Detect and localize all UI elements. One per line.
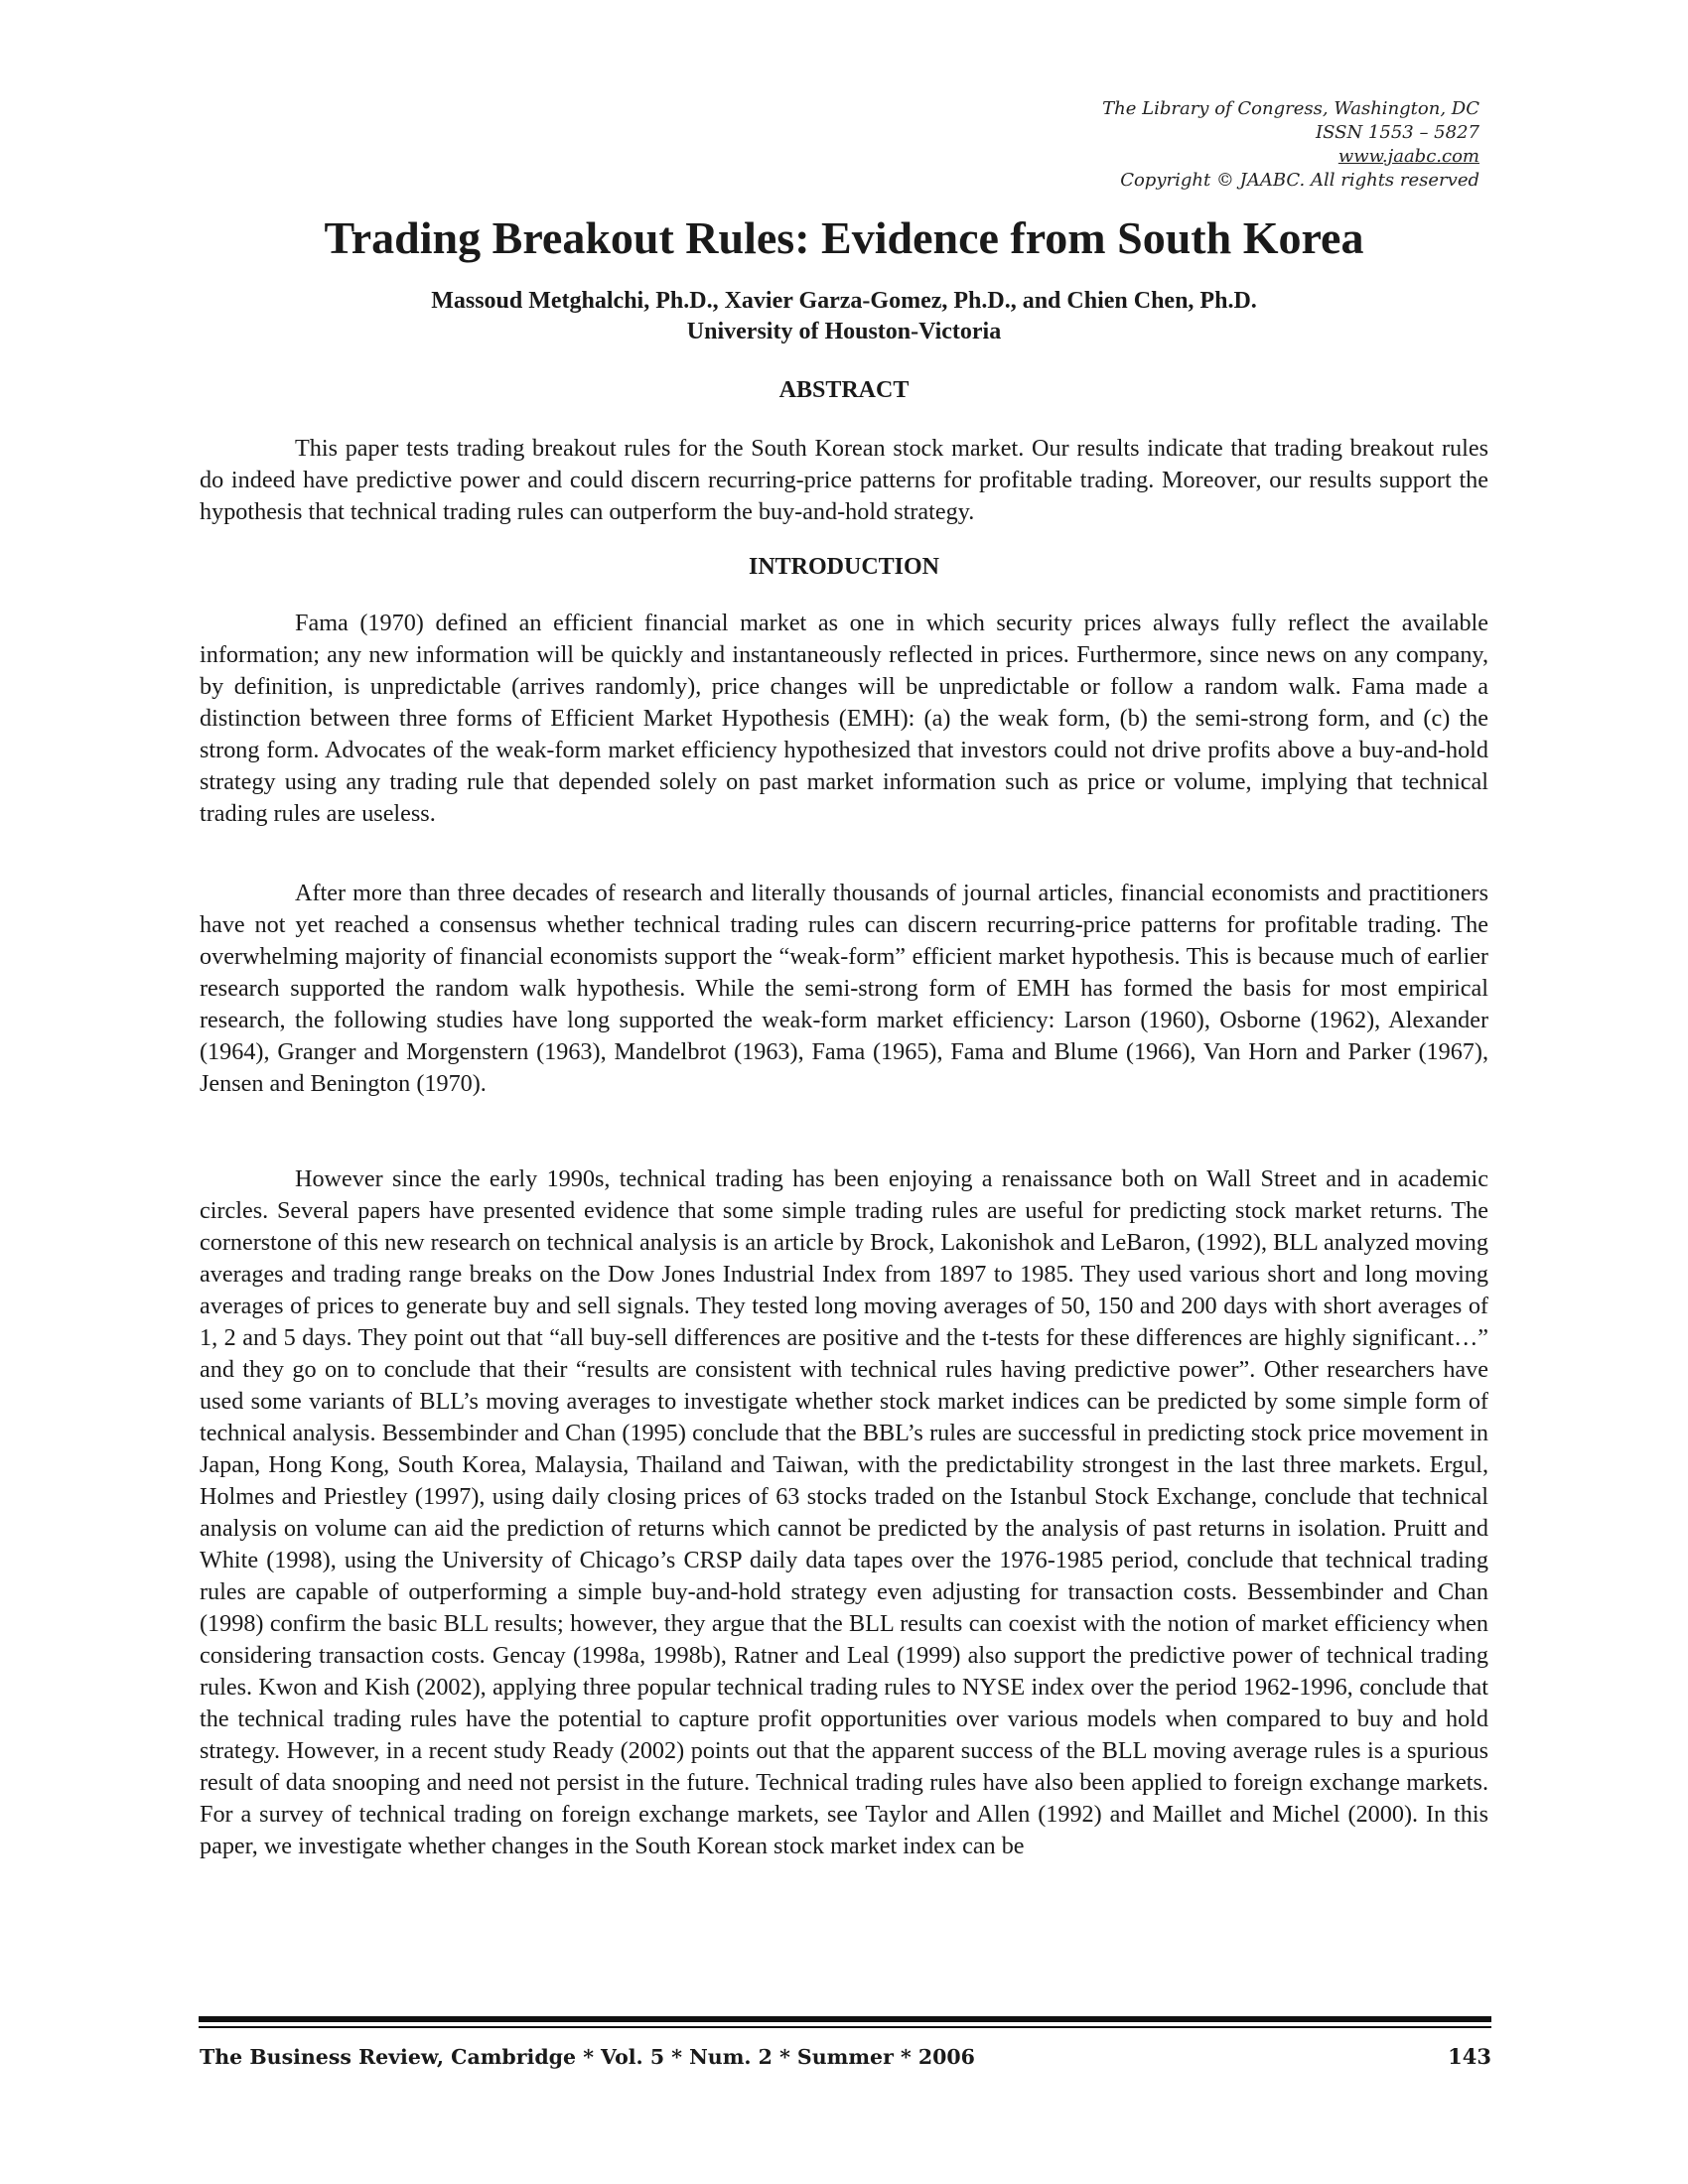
journal-meta-block xyxy=(884,97,1479,193)
publisher-line: The Library of Congress, Washington, DC xyxy=(1102,98,1479,119)
copyright-line: Copyright © JAABC. All rights reserved xyxy=(1120,170,1479,191)
footer-rule-thin xyxy=(199,2026,1491,2028)
author-names: Massoud Metghalchi, Ph.D., Xavier Garza-Gomez, Ph.D., and Chien Chen, Ph.D. xyxy=(431,288,1257,314)
website-link[interactable]: www.jaabc.com xyxy=(1337,146,1479,167)
footer-rule-thick xyxy=(199,2016,1491,2022)
intro-paragraph-1: Fama (1970) defined an efficient financial market as one in which security prices always fully reflect the available information; any new information will be quickly and instantaneously reflected in prices. Furthermore, since news on any company, by definition, is unpredictable (arrives randomly), price changes will be unpredictable or follow a random walk. Fama made a distinction between three forms of Efficient Market Hypothesis (EMH): (a) the weak form, (b) the semi-strong form, and (c) the strong form. Advocates of the weak-form market efficiency hypothesized that investors could not drive profits above a buy-and-hold strategy using any trading rule that depended solely on past market information such as price or volume, implying that technical trading rules are useless. xyxy=(200,610,1488,827)
author-block xyxy=(199,286,1489,347)
footer-journal-info: The Business Review, Cambridge * Vol. 5 * Num. 2 * Summer * 2006 xyxy=(200,2045,975,2069)
issn-line: ISSN 1553 – 5827 xyxy=(1316,122,1479,143)
abstract-text: This paper tests trading breakout rules for the South Korean stock market. Our results indicate that trading breakout rules do indeed have predictive power and could discern recurring-price patterns for profitable trading. Moreover, our results support the hypothesis that technical trading rules can outperform the buy-and-hold strategy. xyxy=(200,435,1488,525)
abstract-heading: ABSTRACT xyxy=(778,377,910,403)
article-title: Trading Breakout Rules: Evidence from South Korea xyxy=(324,212,1364,263)
intro-paragraph-3: However since the early 1990s, technical trading has been enjoying a renaissance both on Wall Street and in academic circles. Several papers have presented evidence that some simple trading rules are useful for predicting stock market returns. The cornerstone of this new research on technical analysis is an article by Brock, Lakonishok and LeBaron, (1992), BLL analyzed moving averages and trading range breaks on the Dow Jones Industrial Index from 1897 to 1985. They used various short and long moving averages of prices to generate buy and sell signals. They tested long moving averages of 50, 150 and 200 days with short averages of 1, 2 and 5 days. They point out that “all buy-sell differences are positive and the t-tests for these differences are highly significant…” and they go on to conclude that their “results are consistent with technical rules having predictive power”. Other researchers have used some variants of BLL’s moving averages to investigate whether stock market indices can be predicted by some simple form of technical analysis. Bessembinder and Chan (1995) conclude that the BBL’s rules are successful in predicting stock price movement in Japan, Hong Kong, South Korea, Malaysia, Thailand and Taiwan, with the predictability strongest in the last three markets. Ergul, Holmes and Priestley (1997), using daily closing prices of 63 stocks traded on the Istanbul Stock Exchange, conclude that technical analysis on volume can aid the prediction of returns which cannot be predicted by the analysis of past returns in isolation. Pruitt and White (1998), using the University of Chicago’s CRSP daily data tapes over the 1976-1985 period, conclude that technical trading rules are capable of outperforming a simple buy-and-hold strategy even adjusting for transaction costs. Bessembinder and Chan (1998) confirm the basic BLL results; however, they argue that the BLL results can coexist with the notion of market efficiency when considering transaction costs. Gencay (1998a, 1998b), Ratner and Leal (1999) also support the predictive power of technical trading rules. Kwon and Kish (2002), applying three popular technical trading rules to NYSE index over the period 1962-1996, conclude that the technical trading rules have the potential to capture profit opportunities over various models when compared to buy and hold strategy. However, in a recent study Ready (2002) points out that the apparent success of the BLL moving average rules is a spurious result of data snooping and need not persist in the future. Technical trading rules have also been applied to foreign exchange markets. For a survey of technical trading on foreign exchange markets, see Taylor and Allen (1992) and Maillet and Michel (2000). In this paper, we investigate whether changes in the South Korean stock market index can be xyxy=(200,1165,1488,1859)
intro-paragraph-2: After more than three decades of research and literally thousands of journal articles, financial economists and practitioners have not yet reached a consensus whether technical trading rules can discern recurring-price patterns for profitable trading. The overwhelming majority of financial economists support the “weak-form” efficient market hypothesis. This is because much of earlier research supported the random walk hypothesis. While the semi-strong form of EMH has formed the basis for most empirical research, the following studies have long supported the weak-form market efficiency: Larson (1960), Osborne (1962), Alexander (1964), Granger and Morgenstern (1963), Mandelbrot (1963), Fama (1965), Fama and Blume (1966), Van Horn and Parker (1967), Jensen and Benington (1970). xyxy=(200,880,1488,1097)
affiliation: University of Houston-Victoria xyxy=(686,319,1002,344)
introduction-heading: INTRODUCTION xyxy=(748,554,940,580)
page-number: 143 xyxy=(1448,2044,1491,2069)
